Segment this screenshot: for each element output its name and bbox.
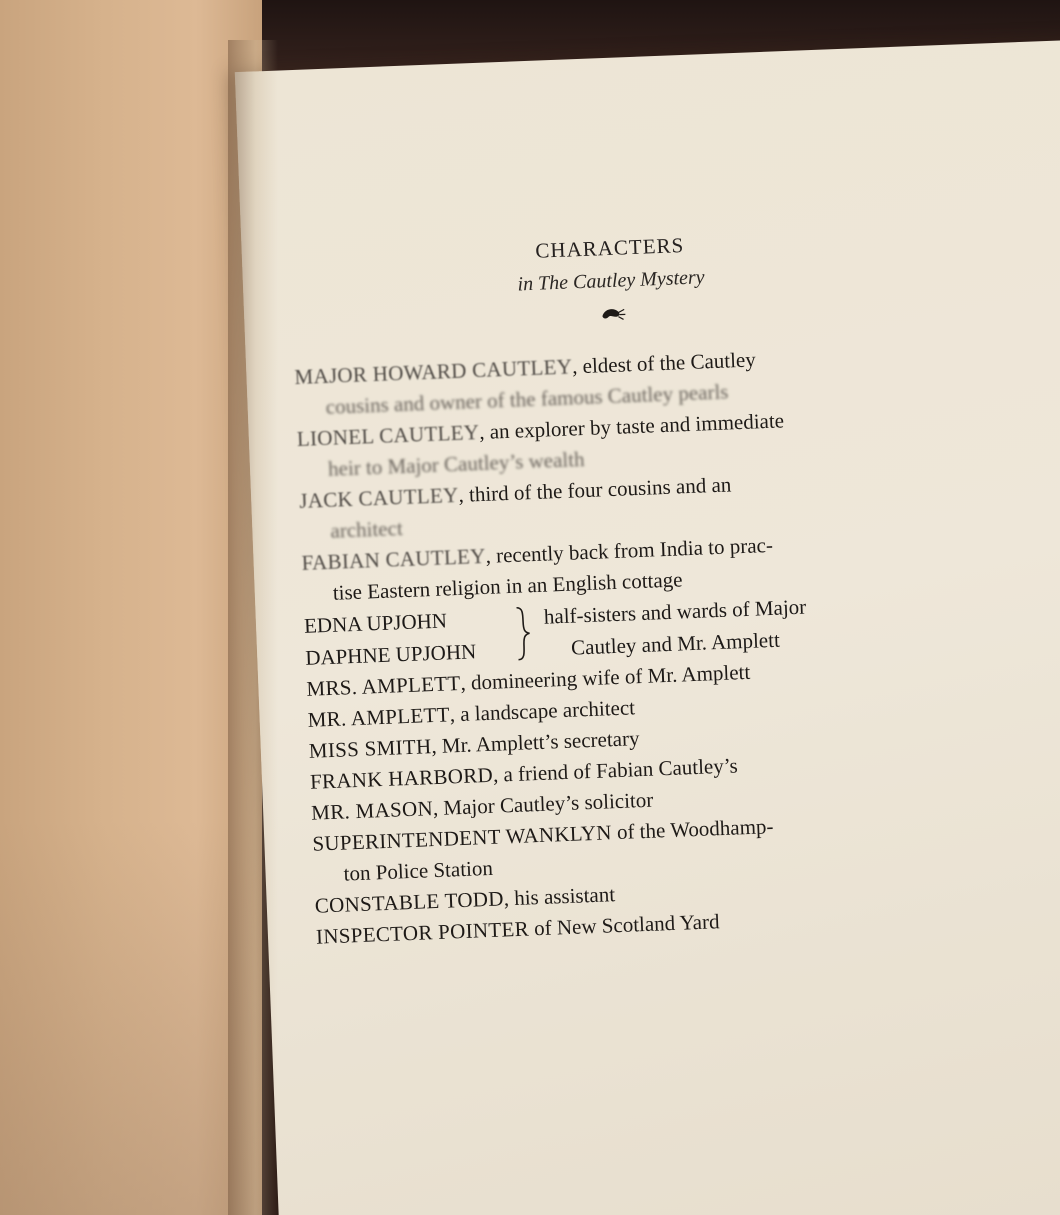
right-page bbox=[235, 39, 1060, 1215]
character-name: MISS SMITH bbox=[308, 734, 432, 763]
character-description: , domineering wife of Mr. Amplett bbox=[460, 659, 751, 695]
character-name: LIONEL CAUTLEY bbox=[296, 420, 480, 452]
character-description: , Major Cautley’s solicitor bbox=[432, 787, 654, 821]
character-description: , eldest of the Cautley bbox=[571, 347, 757, 379]
book-gutter bbox=[228, 40, 278, 1215]
character-name: INSPECTOR POINTER bbox=[315, 916, 530, 949]
curly-brace-icon bbox=[513, 605, 533, 662]
character-description: of the Woodhamp- bbox=[611, 814, 774, 845]
character-description: , recently back from India to prac- bbox=[485, 532, 774, 568]
pair-description-line1: half-sisters and wards of Major bbox=[543, 594, 807, 629]
character-description: , an explorer by taste and immediate bbox=[478, 408, 785, 445]
character-name: FABIAN CAUTLEY bbox=[301, 543, 487, 575]
character-name: DAPHNE UPJOHN bbox=[304, 639, 477, 670]
character-description: , a friend of Fabian Cautley’s bbox=[492, 753, 739, 787]
pair-description-line2: Cautley and Mr. Amplett bbox=[570, 627, 781, 660]
character-name: MR. AMPLETT bbox=[307, 702, 451, 732]
characters-list bbox=[294, 338, 956, 953]
character-description-cont: cousins and owner of the famous Cautley pearls bbox=[325, 379, 729, 419]
character-name: FRANK HARBORD bbox=[309, 762, 494, 794]
character-description: , his assistant bbox=[503, 882, 616, 911]
character-name: MAJOR HOWARD CAUTLEY bbox=[294, 354, 573, 390]
character-name: SUPERINTENDENT WANKLYN bbox=[311, 820, 613, 856]
character-name: EDNA UPJOHN bbox=[303, 608, 448, 638]
character-description: , Mr. Amplett’s secretary bbox=[430, 726, 640, 759]
character-description: , third of the four cousins and an bbox=[458, 472, 732, 507]
character-description: of New Scotland Yard bbox=[528, 909, 720, 941]
character-name: MR. MASON bbox=[310, 796, 434, 825]
pair-names bbox=[303, 601, 525, 673]
left-page-shadow bbox=[0, 820, 262, 1215]
character-description-cont: ton Police Station bbox=[343, 855, 494, 886]
character-name: JACK CAUTLEY bbox=[298, 482, 459, 514]
character-description-cont: architect bbox=[329, 516, 404, 543]
page-subheading: in The Cautley Mystery bbox=[517, 266, 706, 296]
character-description-cont: heir to Major Cautley’s wealth bbox=[327, 447, 585, 481]
fleuron-ornament-icon bbox=[600, 305, 627, 322]
character-name: MRS. AMPLETT bbox=[306, 670, 461, 701]
page-heading: CHARACTERS bbox=[534, 233, 685, 263]
character-name: CONSTABLE TODD bbox=[314, 886, 505, 918]
character-description-cont: tise Eastern religion in an English cottage bbox=[332, 567, 683, 605]
character-description: , a landscape architect bbox=[449, 695, 636, 727]
